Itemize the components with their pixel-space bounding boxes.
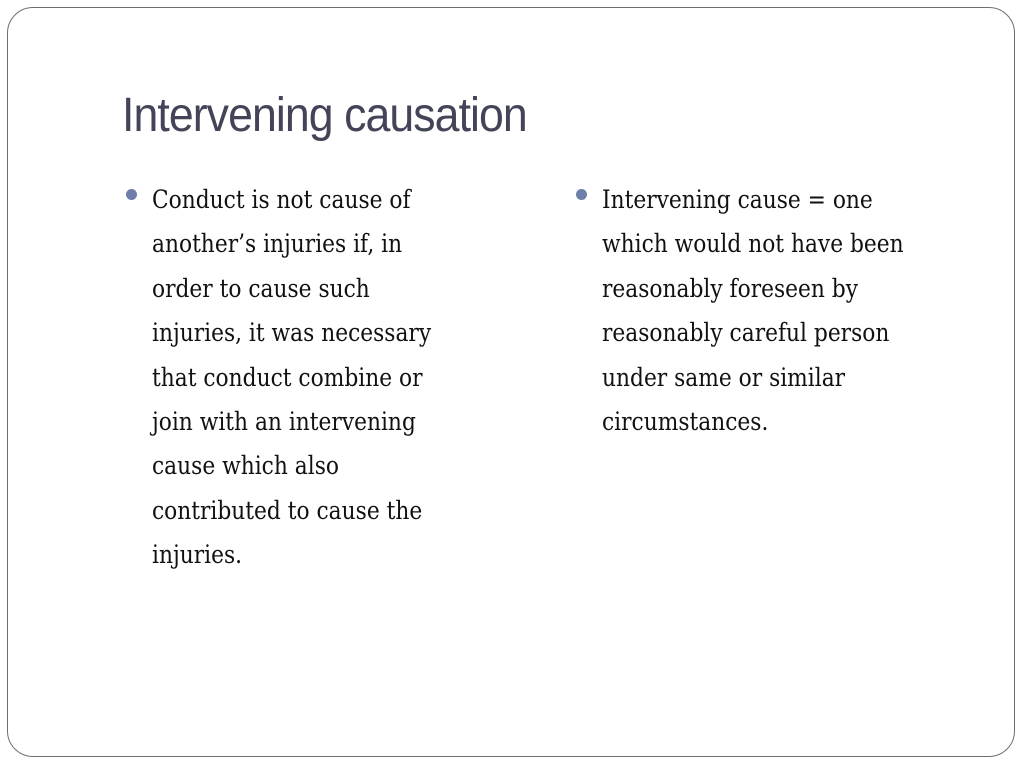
bullet-item-conduct [152, 178, 507, 578]
bullet-text-line: order to cause such [152, 273, 370, 303]
bullet-text-line: reasonably foreseen by [602, 273, 859, 303]
bullet-text-line: that conduct combine or [152, 362, 423, 392]
bullet-text-line: which would not have been [602, 229, 904, 259]
bullet-text-line: circumstances. [602, 407, 769, 437]
right-bullet-column [602, 178, 982, 444]
bullet-text-line: injuries. [152, 540, 243, 570]
bullet-dot-icon [576, 189, 587, 200]
left-bullet-column [152, 178, 507, 578]
bullet-text-line: injuries, it was necessary [152, 318, 432, 348]
bullet-text-line: cause which also [152, 451, 339, 481]
slide-title: Intervening causation [122, 89, 527, 142]
bullet-item-intervening-cause [602, 178, 982, 444]
bullet-text-line: join with an intervening [152, 407, 416, 437]
bullet-text-line: Conduct is not cause of [152, 185, 411, 214]
bullet-dot-icon [126, 189, 137, 200]
bullet-text-line: reasonably careful person [602, 318, 890, 348]
bullet-text-line: under same or similar [602, 362, 846, 392]
slide [7, 7, 1015, 757]
bullet-text-line: another’s injuries if, in [152, 229, 403, 259]
bullet-text-line: contributed to cause the [152, 495, 423, 525]
bullet-text-line: Intervening cause = one [602, 185, 873, 214]
